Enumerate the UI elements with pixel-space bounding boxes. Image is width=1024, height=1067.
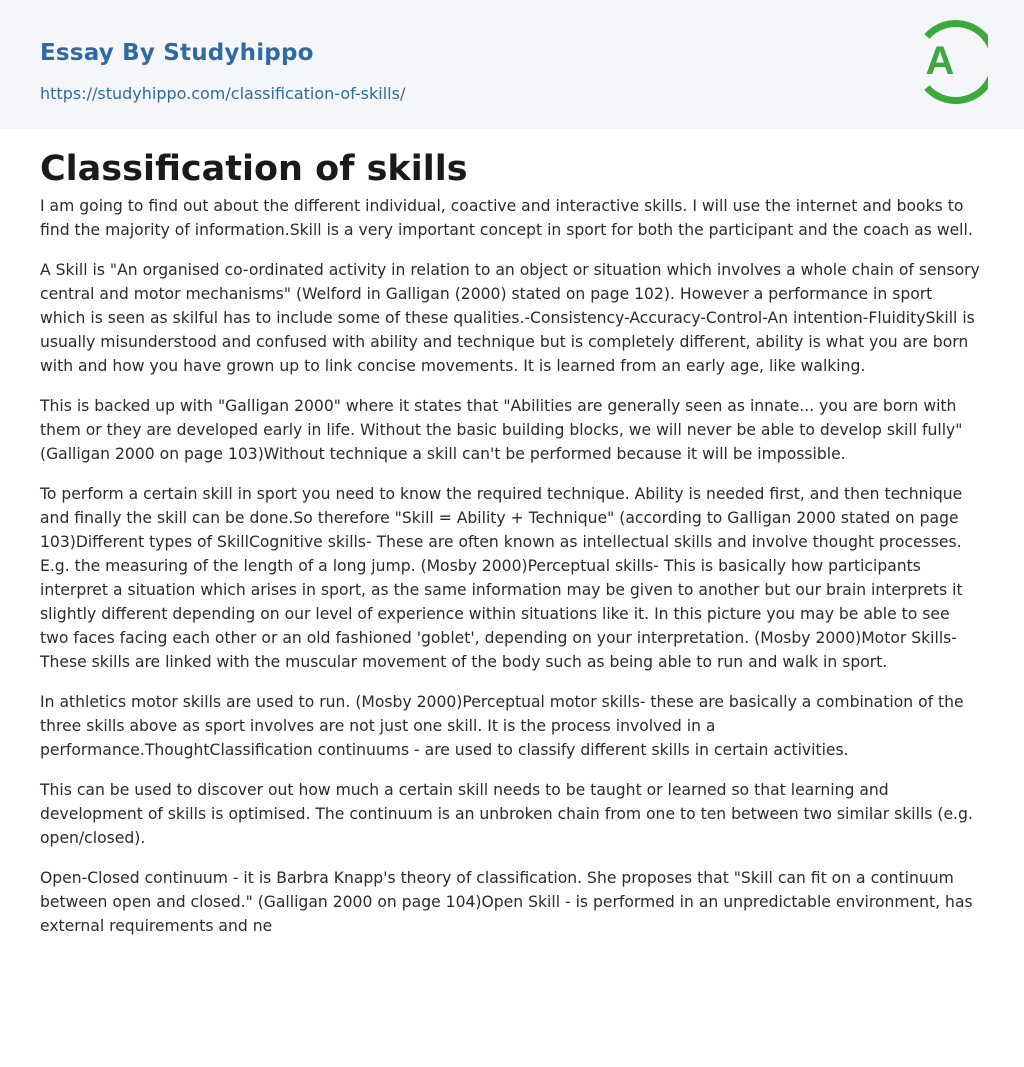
source-url-link[interactable]: https://studyhippo.com/classification-of-skills/ (40, 84, 406, 103)
article-body (40, 194, 980, 954)
paragraph-1: I am going to find out about the different individual, coactive and interactive skills. I will use the internet and books to find the majority of information.Skill is a very important concept in sport for both the participant and the coach as well. (40, 197, 973, 239)
logo-letter: A (925, 39, 955, 83)
paragraph-2: A Skill is "An organised co-ordinated activity in relation to an object or situation which involves a whole chain of sensory central and motor mechanisms" (Welford in Galligan (2000) stated on page 102). However a performance in sport which is seen as skilful has to include some of these qualities.-Consistency-Accuracy-Control-An intention-FluiditySkill is usually misunderstood and confused with ability and technique but is completely different, ability is what you are born with and how you have grown up to link concise movements. It is learned from an early age, like walking. (40, 261, 980, 375)
studyhippo-logo-icon[interactable] (912, 18, 988, 106)
paragraph-4: To perform a certain skill in sport you need to know the required technique. Ability is needed first, and then technique and finally the skill can be done.So therefore "Skill = Ability + Technique" (according to Galligan 2000 stated on page 103)Different types of SkillCognitive skills- These are often known as intellectual skills and involve thought processes. E.g. the measuring of the length of a long jump. (Mosby 2000)Perceptual skills- This is basically how participants interpret a situation which arises in sport, as the same information may be given to another but our brain interprets it slightly different depending on our level of experience within situations like it. In this picture you may be able to see two faces facing each other or an old fashioned 'goblet', depending on your interpretation. (Mosby 2000)Motor Skills- These skills are linked with the muscular movement of the body such as being able to run and walk in sport. (40, 485, 963, 671)
brand-title[interactable]: Essay By Studyhippo (40, 40, 314, 66)
paragraph-7: Open-Closed continuum - it is Barbra Knapp's theory of classification. She proposes that "Skill can fit on a continuum between open and closed." (Galligan 2000 on page 104)Open Skill - is performed in an unpredictable environment, has external requirements and ne (40, 869, 973, 935)
paragraph-5: In athletics motor skills are used to run. (Mosby 2000)Perceptual motor skills- these are basically a combination of the three skills above as sport involves are not just one skill. It is the process involved in a performance.ThoughtClassification continuums - are used to classify different skills in certain activities. (40, 693, 964, 759)
paragraph-6: This can be used to discover out how much a certain skill needs to be taught or learned so that learning and development of skills is optimised. The continuum is an unbroken chain from one to ten between two similar skills (e.g. open/closed). (40, 781, 973, 847)
page-title: Classification of skills (40, 149, 468, 189)
paragraph-3: This is backed up with "Galligan 2000" where it states that "Abilities are generally seen as innate... you are born with them or they are developed early in life. Without the basic building blocks, we will never be able to develop skill fully" (Galligan 2000 on page 103)Without technique a skill can't be performed because it will be impossible. (40, 397, 963, 463)
